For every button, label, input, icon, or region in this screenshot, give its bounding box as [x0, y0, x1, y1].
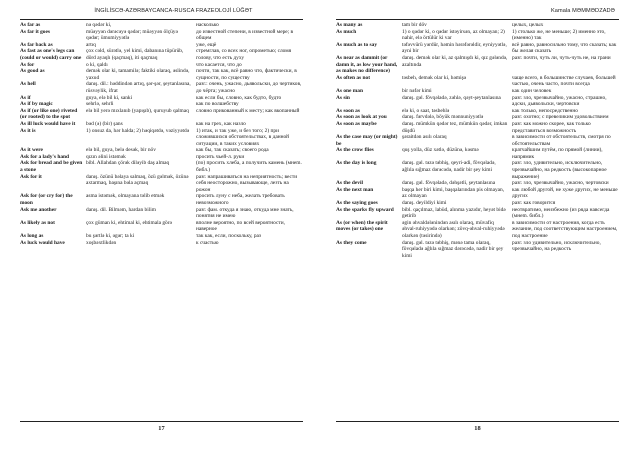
entry-russian: разг. напрашиваться на неприятность; вести себя неосторожно, вызывающе, лезть на рожон: [196, 173, 298, 193]
entry-english: As often as not: [336, 74, 370, 81]
entry-russian: как один человек: [512, 87, 552, 94]
dictionary-entry: [20, 95, 303, 102]
entry-azerbaijani: təfəvvürü yərdür, həmin hərəfərəldir, eyniyyətlə, ayni bir: [402, 41, 507, 55]
left-page-number: 17: [158, 425, 165, 432]
entry-azerbaijani: asma istəmək, olmayana təlib etmək: [86, 193, 165, 200]
entry-azerbaijani: bir nəfər kimi: [402, 87, 432, 94]
right-page-number: 18: [474, 425, 481, 432]
entry-russian: 1) столько же, не меньше; 2) именно это, (именно) так: [512, 28, 606, 42]
entry-azerbaijani: şəraitdən asılı olaraq: [402, 134, 447, 141]
dictionary-entry: [20, 108, 303, 121]
entry-russian: разг. почти, чуть ли, чуть-чуть не, на грани: [512, 54, 611, 61]
dictionary-entry: [20, 240, 303, 247]
entry-english: Ask for it: [20, 173, 42, 180]
dictionary-entry: [20, 101, 303, 108]
entry-english: As (or when) the spirit moves (or takes) one: [336, 219, 388, 233]
entry-english: As the next man: [336, 186, 374, 193]
entry-english: As fast as one's legs can (could or would) carry one: [20, 48, 82, 61]
entry-azerbaijani: nə qədər ki,: [86, 22, 112, 28]
entry-azerbaijani: danış. gəl. təzə təbhiş, mənə tama olaraq, fövqəladə ağlıla sığmaz dərəcədə, nadir bir şey kimi: [402, 239, 504, 259]
entry-azerbaijani: elə bil yerə mıxlanıb (yapışıb), quruyub qalmaq: [86, 107, 189, 114]
entry-russian: разг.: очень, ужасно, дьявольски, до чертиков, до чёрта; ужасно: [196, 81, 302, 94]
dictionary-entry: [336, 240, 619, 260]
entry-azerbaijani: o ki, qaldı: [86, 61, 108, 68]
entry-english: As many as: [336, 22, 363, 28]
entry-english: As if by magic: [20, 101, 53, 108]
dictionary-entry: [336, 42, 619, 55]
entry-azerbaijani: tam bir döv: [402, 22, 427, 28]
entry-english: As soon as maybe: [336, 120, 377, 127]
entry-english: As soon as look at you: [336, 114, 387, 121]
entry-azerbaijani: bibl. qaçılmaz, labüd, alınma yazıdır, heyət bidə getirib: [402, 206, 506, 220]
entry-azerbaijani: elə ki, o saat, təsbehlə: [402, 107, 450, 114]
entry-russian: уже, ещё: [196, 41, 217, 48]
entry-english: As luck would have: [20, 239, 65, 246]
right-bottom-rule: [336, 421, 619, 422]
entry-english: As good as: [20, 68, 45, 75]
entry-azerbaijani: danış. demək olar ki, az qalmışdı ki, qız gələndə, azaltında: [402, 54, 508, 68]
entry-russian: насколько: [196, 22, 219, 28]
entry-english: Ask for bread and be given a stone: [20, 160, 83, 174]
entry-english: As the sparks fly upward: [336, 206, 394, 213]
entry-english: Ask for (or cry for) the moon: [20, 193, 73, 207]
dictionary-entry: [336, 207, 619, 220]
entry-english: As if: [20, 94, 31, 101]
entry-russian: разг. зло, чрезвычайно, ужасно, чертовски: [512, 180, 609, 187]
dictionary-entry: [336, 200, 619, 207]
left-bottom-rule: [20, 421, 303, 422]
entry-russian: до известной степени, в известной мере; в общем: [196, 28, 294, 42]
entry-english: Ask for a lady's hand: [20, 153, 70, 160]
entry-english: As soon as: [336, 107, 360, 114]
entry-russian: как бы, так сказать; своего рода: [196, 147, 269, 154]
left-top-rule: [20, 19, 303, 20]
entry-russian: всё равно, равносильно тому, что сказать; как бы желая сказать: [512, 41, 617, 55]
entry-english: As sin: [336, 94, 350, 101]
dictionary-entry: [20, 42, 303, 49]
entry-russian: как только, непосредственно: [512, 107, 578, 114]
entry-russian: к счастью: [196, 239, 219, 246]
entry-russian: что касается, что до: [196, 61, 242, 68]
entry-russian: неотвратимо, неизбежно (из ряда навсегда (мнеm. библ.): [512, 206, 610, 220]
entry-azerbaijani: artıq: [86, 41, 96, 48]
right-page-header: Kamala MƏMMƏDZADƏ: [550, 8, 615, 14]
dictionary-entry: [20, 81, 303, 94]
entry-azerbaijani: qızın əlini istəmək: [86, 153, 126, 160]
entry-azerbaijani: 1) o qədər ki, o qədər istəyirsən, az olmayan; 2) nahir, elə örtülür ki var: [402, 28, 505, 42]
right-top-rule: [336, 19, 619, 20]
entry-azerbaijani: danış. gəl. fövqəladə, dəhşətli, şeytanlasına: [402, 180, 496, 187]
dictionary-entry: [336, 29, 619, 42]
dictionary-entry: [20, 128, 303, 148]
left-entries: [20, 22, 303, 246]
entry-azerbaijani: bu şərtlə ki, əgər; ta ki: [86, 233, 135, 239]
dictionary-entry: [20, 68, 303, 81]
dictionary-entry: [336, 22, 619, 29]
entry-azerbaijani: çox güman ki, ehtimal ki, ehtimala görə: [86, 219, 172, 226]
entry-english: As likely as not: [20, 219, 55, 226]
entry-russian: так как, если, поскольку, раз: [196, 233, 262, 239]
dictionary-entry: [20, 29, 303, 42]
entry-english: As it is: [20, 127, 36, 134]
entry-azerbaijani: bibl. Allahdan çörək diləyib daş almaq: [86, 160, 170, 167]
entry-azerbaijani: danış. dil. Bilməm, hardan bilim: [86, 206, 156, 213]
entry-azerbaijani: xoşbəxtlikdən: [86, 239, 117, 246]
dictionary-entry: [336, 160, 619, 180]
dictionary-entry: [20, 193, 303, 206]
entry-english: As far as: [20, 22, 41, 28]
entry-english: As the case may (or might) be: [336, 134, 398, 147]
entry-english: As the saying goes: [336, 200, 378, 207]
entry-english: As for: [20, 61, 35, 68]
entry-russian: разг. зло, удивительно, исключительно, чрезвычайно, на редкость (высокопарное выражение): [512, 160, 607, 180]
entry-russian: разг. как говорится: [512, 200, 556, 207]
entry-russian: почти, так как, всё равно что, фактически, в сущности, по существу: [196, 68, 297, 81]
entry-russian: (по) просить хлеба, а получить камень (мнеm. библ.): [196, 160, 302, 174]
entry-russian: просить луну с неба, желать требовать невозможного: [196, 193, 285, 207]
dictionary-entry: [20, 48, 303, 61]
dictionary-entry: [20, 233, 303, 240]
entry-russian: как на грех, как назло: [196, 120, 246, 127]
entry-azerbaijani: danış. özünü bəlaya salmaq, özü gəlmək, özünə axtarmaq, başına bəla açmaq: [86, 173, 189, 187]
entry-russian: целых, целых: [512, 22, 544, 28]
dictionary-entry: [20, 174, 303, 194]
entry-english: As the devil: [336, 180, 363, 187]
entry-azerbaijani: sehrlə, sehrli: [86, 101, 114, 108]
dictionary-entry: [336, 95, 619, 108]
dictionary-entry: [20, 220, 303, 233]
entry-russian: стремглав, со всех ног, опрометью; сломя голову, что есть духу: [196, 48, 292, 61]
entry-azerbaijani: danış. fərvdələ, böyük mənnuniyyətlə: [402, 114, 484, 121]
entry-azerbaijani: əgin əhvaldələnindən asılı olaraq, müvafiq əhval-ruhiyyədə olarkən; zövq-əhval-ruhiyyədə olarkən (təsirində): [402, 219, 505, 239]
entry-azerbaijani: 1) onsuz da, hər halda; 2) həqiqətdə, vəziyyətdə: [86, 127, 190, 134]
entry-azerbaijani: danış. gəl. fövqəladə, zəhlə, qəyt-şeytanlasına: [402, 94, 501, 101]
entry-english: As one man: [336, 87, 363, 94]
entry-english: As ill luck would have it: [20, 120, 76, 127]
dictionary-entry: [20, 207, 303, 220]
dictionary-entry: [336, 114, 619, 121]
entry-azerbaijani: çox cəld, sürətlə, yel kimi, dabanına tüpürüb, dörd ayaqlı (qaçmaq), iti qaçmaq: [86, 48, 184, 61]
entry-english: As it were: [20, 147, 43, 154]
dictionary-entry: [336, 134, 619, 147]
dictionary-entry: [336, 187, 619, 200]
entry-russian: разг. зло удивительно, исключительно, чрезвычайно, на редкость: [512, 239, 601, 253]
entry-russian: разг. как можно скорее, как только представиться возможность: [512, 120, 591, 134]
dictionary-entry: [336, 147, 619, 160]
entry-azerbaijani: guya, elə bil ki, sanki: [86, 94, 133, 101]
entry-azerbaijani: müəyyən dərəcəyə qədər; müəyyən ölçüyə qədər; ümumiyyətlə: [86, 28, 178, 42]
dictionary-entry: [336, 75, 619, 88]
entry-russian: в зависимости от настроения, когда есть желание, под соответствующим настроением, под настроение: [512, 219, 618, 239]
entry-russian: как любой другой, не хуже других, не меньше других: [512, 186, 618, 200]
entry-russian: разг. зло, чрезвычайно, ужасно, страшно, адски, дьявольски, чертовски: [512, 94, 607, 108]
entry-azerbaijani: quş yolla, düz xətlə, düzünə, kəsmə: [402, 147, 479, 154]
entry-english: As the crow flies: [336, 147, 374, 154]
entry-azerbaijani: danış. mümkün qədər tez, mümkün qədər, imkan düşdü: [402, 120, 508, 134]
dictionary-entry: [20, 160, 303, 173]
entry-russian: просить чьей-л. руки: [196, 153, 245, 160]
entry-azerbaijani: demək olar ki, tamamilə; faktiki olaraq, əslində, yaxud: [86, 68, 190, 81]
entry-azerbaijani: danış. deyildiyi kimi: [402, 200, 447, 207]
dictionary-entry: [20, 22, 303, 29]
entry-azerbaijani: təsbeh, demək olar ki, həmişə: [402, 74, 467, 81]
right-entries: [336, 22, 619, 259]
entry-english: As the day is long: [336, 160, 377, 167]
entry-english: As they come: [336, 239, 367, 246]
entry-english: As far it goes: [20, 28, 50, 35]
entry-russian: как если бы, словно, как будто, будто: [196, 94, 282, 101]
entry-english: As much: [336, 28, 357, 35]
dictionary-entry: [336, 88, 619, 95]
entry-english: Ask me another: [20, 206, 57, 213]
entry-english: As far back as: [20, 41, 53, 48]
entry-english: As long as: [20, 233, 44, 239]
entry-english: As much as to say: [336, 41, 378, 48]
entry-russian: разг. охотно; с превеликим удовольствием: [512, 114, 609, 121]
entry-english: As near as dammit (or damn it, as low your hand, as makes no difference): [336, 54, 398, 75]
dictionary-entry: [20, 147, 303, 154]
left-page-header: İNGİLİSCƏ-AZƏRBAYCANCA-RUSCA FRAZEOLOJİ LÜĞƏT: [94, 8, 253, 14]
entry-azerbaijani: başqa her biri kimi, başqalarından pis olmayan, az olmayan: [402, 186, 505, 200]
entry-russian: разг. фам. откуда я знаю, откуда мне знать, понятия не имею: [196, 206, 294, 220]
dictionary-entry: [20, 121, 303, 128]
entry-russian: как по волшебству: [196, 101, 239, 108]
right-page: [336, 4, 619, 448]
dictionary-entry: [336, 55, 619, 75]
entry-azerbaijani: bəd (ə) (bir) şans: [86, 120, 123, 127]
entry-russian: словно прикованный к месту; как вкопанный: [196, 107, 300, 114]
left-page: [20, 4, 303, 448]
entry-azerbaijani: danış. gəl. təzə təbhiş, qeyri-adi, fövqəladə, ağlıla sığmaz dərəcədə, nadir bir şey kimi: [402, 160, 496, 174]
entry-russian: 1) итак, и так уже, и без того; 2) при сложившихся обстоятельствах, в данной ситуации, в таких условиях: [196, 127, 290, 147]
entry-english: As if (or like one) riveted (or rooted) to the spot: [20, 107, 78, 121]
entry-azerbaijani: danış. dil.: həddindən artıq, şər-şər, şeytanlasına, rüsvəylik, ifrat: [86, 81, 191, 94]
entry-russian: в зависимости от обстоятельств, смотря по обстоятельствам: [512, 134, 611, 147]
entry-russian: вполне вероятно, по всей вероятности, наверное: [196, 219, 285, 233]
dictionary-entry: [336, 220, 619, 240]
entry-azerbaijani: elə bil, guya, belə desək, bir növ: [86, 147, 156, 154]
dictionary-entry: [336, 121, 619, 134]
dictionary-entry: [336, 180, 619, 187]
entry-english: As hell: [20, 81, 36, 88]
entry-russian: кратчайшим путём, по прямой (линии), напрямик: [512, 147, 603, 160]
entry-russian: чаще всего, в большинстве случаев, большей частью, очень часто, почти всегда: [512, 74, 616, 88]
